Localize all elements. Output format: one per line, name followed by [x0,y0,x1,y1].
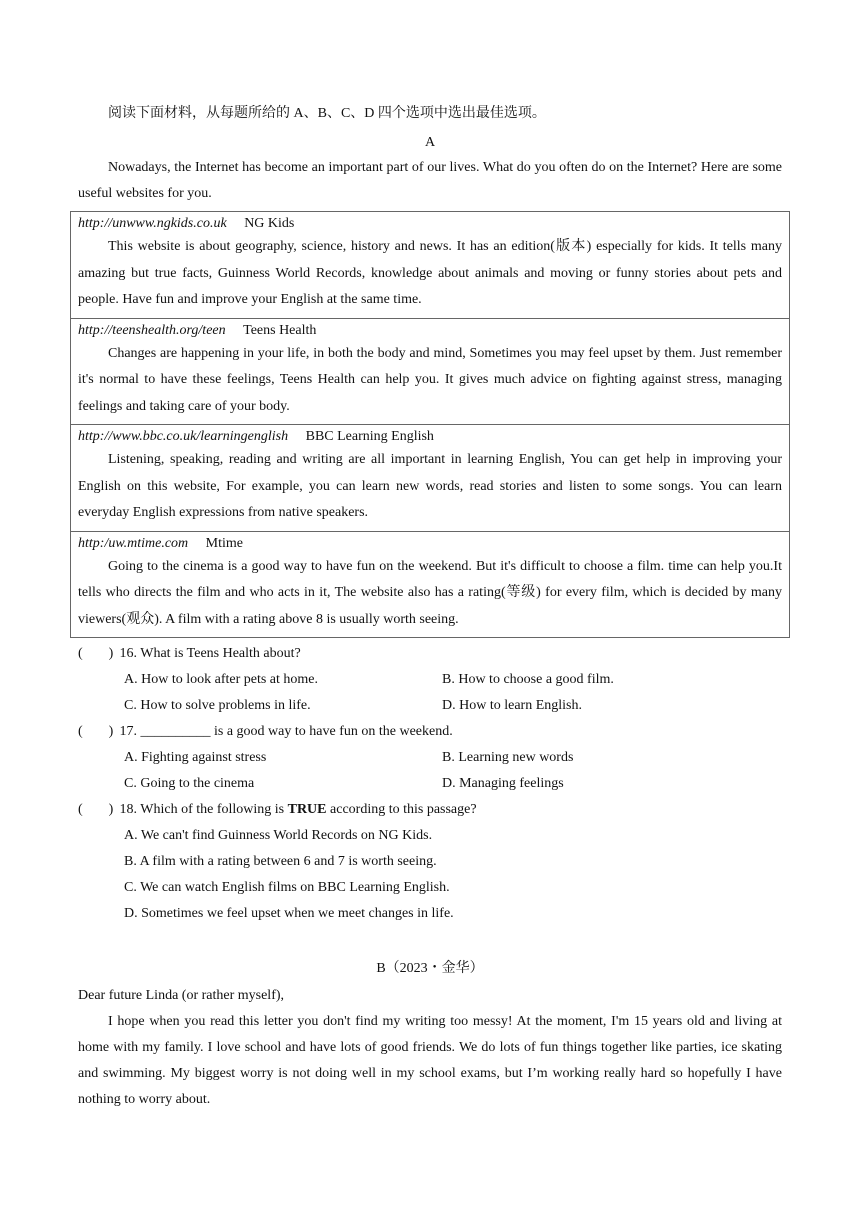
question-stem-prefix: 18. Which of the following is [119,802,288,817]
section-a-intro: Nowadays, the Internet has become an important part of our lives. What do you often do on the Internet? Here are some useful websites for you. [78,160,782,201]
question-18 [78,800,477,820]
paren-open: ( [78,724,83,739]
site-url: http://unwww.ngkids.co.uk [78,216,227,231]
instructions: 阅读下面材料，从每题所给的 A、B、C、D 四个选项中选出最佳选项。 [108,106,546,121]
q18-option-c[interactable]: C. We can watch English films on BBC Learning English. [124,880,450,895]
site-row-bbc [71,425,790,532]
site-description: Going to the cinema is a good way to have fun on the weekend. But it's difficult to choose a film. time can help you.It tells who directs the film and who acts in it, The website also has a rating(等级) for every film, which is decided by many viewers(观众). A film with a rating above 8 is usually worth seeing. [78,558,782,627]
site-cell [71,212,790,319]
answer-blank-17[interactable] [78,722,116,742]
paren-open: ( [78,802,83,817]
question-stem-suffix: according to this passage? [326,802,477,817]
q16-option-a[interactable]: A. How to look after pets at home. [124,672,319,687]
websites-table [70,211,790,638]
answer-blank-16[interactable] [78,644,116,664]
paren-close: ) [108,646,114,661]
site-name: NG Kids [244,216,295,231]
question-stem: 17. __________ is a good way to have fun on the weekend. [119,724,453,739]
site-header [78,319,782,341]
site-description: Listening, speaking, reading and writing are all important in learning English, You can get help in improving your English on this website, For example, you can learn new words, read stories and listen to some songs. You can learn everyday English expressions from native speakers. [78,452,782,520]
site-name: Mtime [205,535,244,551]
site-description: This website is about geography, science, history and news. It has an edition(版本) especially for kids. It tells many amazing but true facts, Guinness World Records, knowledge about animals and moving or funny stories about pets and people. Have fun and improve your English at the same time. [78,239,782,307]
paren-close: ) [108,724,114,739]
site-url: http:/uw.mtime.com [78,535,189,551]
q18-option-a[interactable]: A. We can't find Guinness World Records on NG Kids. [124,828,433,843]
question-stem: 16. What is Teens Health about? [119,646,301,661]
q16-option-b[interactable]: B. How to choose a good film. [442,672,614,687]
site-header [78,212,782,234]
site-row-teenshealth [71,318,790,425]
site-name: Teens Health [243,322,317,338]
q17-option-b[interactable]: B. Learning new words [442,750,574,765]
site-header [78,425,782,447]
q16-option-d[interactable]: D. How to learn English. [442,698,582,713]
q17-option-c[interactable]: C. Going to the cinema [124,776,255,791]
site-cell [71,318,790,425]
site-url: http://www.bbc.co.uk/learningenglish [78,429,289,444]
section-a-label: A [424,135,436,150]
letter-paragraph: I hope when you read this letter you don't find my writing too messy! At the moment, I'm 15 years old and living at home with my family. I love school and have lots of good friends. We do lots of fun things together like parties, ice skating and swimming. My biggest worry is not doing well in my school exams, but I’m working really hard so hopefully I have nothing to worry about. [78,1014,782,1107]
site-url: http://teenshealth.org/teen [78,322,226,338]
site-cell [71,531,790,638]
paren-open: ( [78,646,83,661]
q17-option-d[interactable]: D. Managing feelings [442,776,564,791]
q18-option-b[interactable]: B. A film with a rating between 6 and 7 is worth seeing. [124,854,437,869]
site-row-ngkids [71,212,790,319]
site-header [78,532,782,554]
q17-option-a[interactable]: A. Fighting against stress [124,750,267,765]
q16-option-c[interactable]: C. How to solve problems in life. [124,698,311,713]
question-stem-emphasis: TRUE [287,802,327,817]
paren-close: ) [108,802,114,817]
q18-option-d[interactable]: D. Sometimes we feel upset when we meet changes in life. [124,906,454,921]
site-cell [71,425,790,532]
answer-blank-18[interactable] [78,800,116,820]
section-b-label: B（2023・金华） [376,961,484,976]
letter-greeting: Dear future Linda (or rather myself), [78,988,285,1003]
question-16 [78,644,301,664]
site-description: Changes are happening in your life, in both the body and mind, Sometimes you may feel upset by them. Just remember it's normal to have these feelings, Teens Health can help you. It gives much advice on fighting against stress, managing feelings and taking care of your body. [78,345,782,414]
question-17 [78,722,453,742]
site-row-mtime [71,531,790,638]
site-name: BBC Learning English [305,429,434,444]
